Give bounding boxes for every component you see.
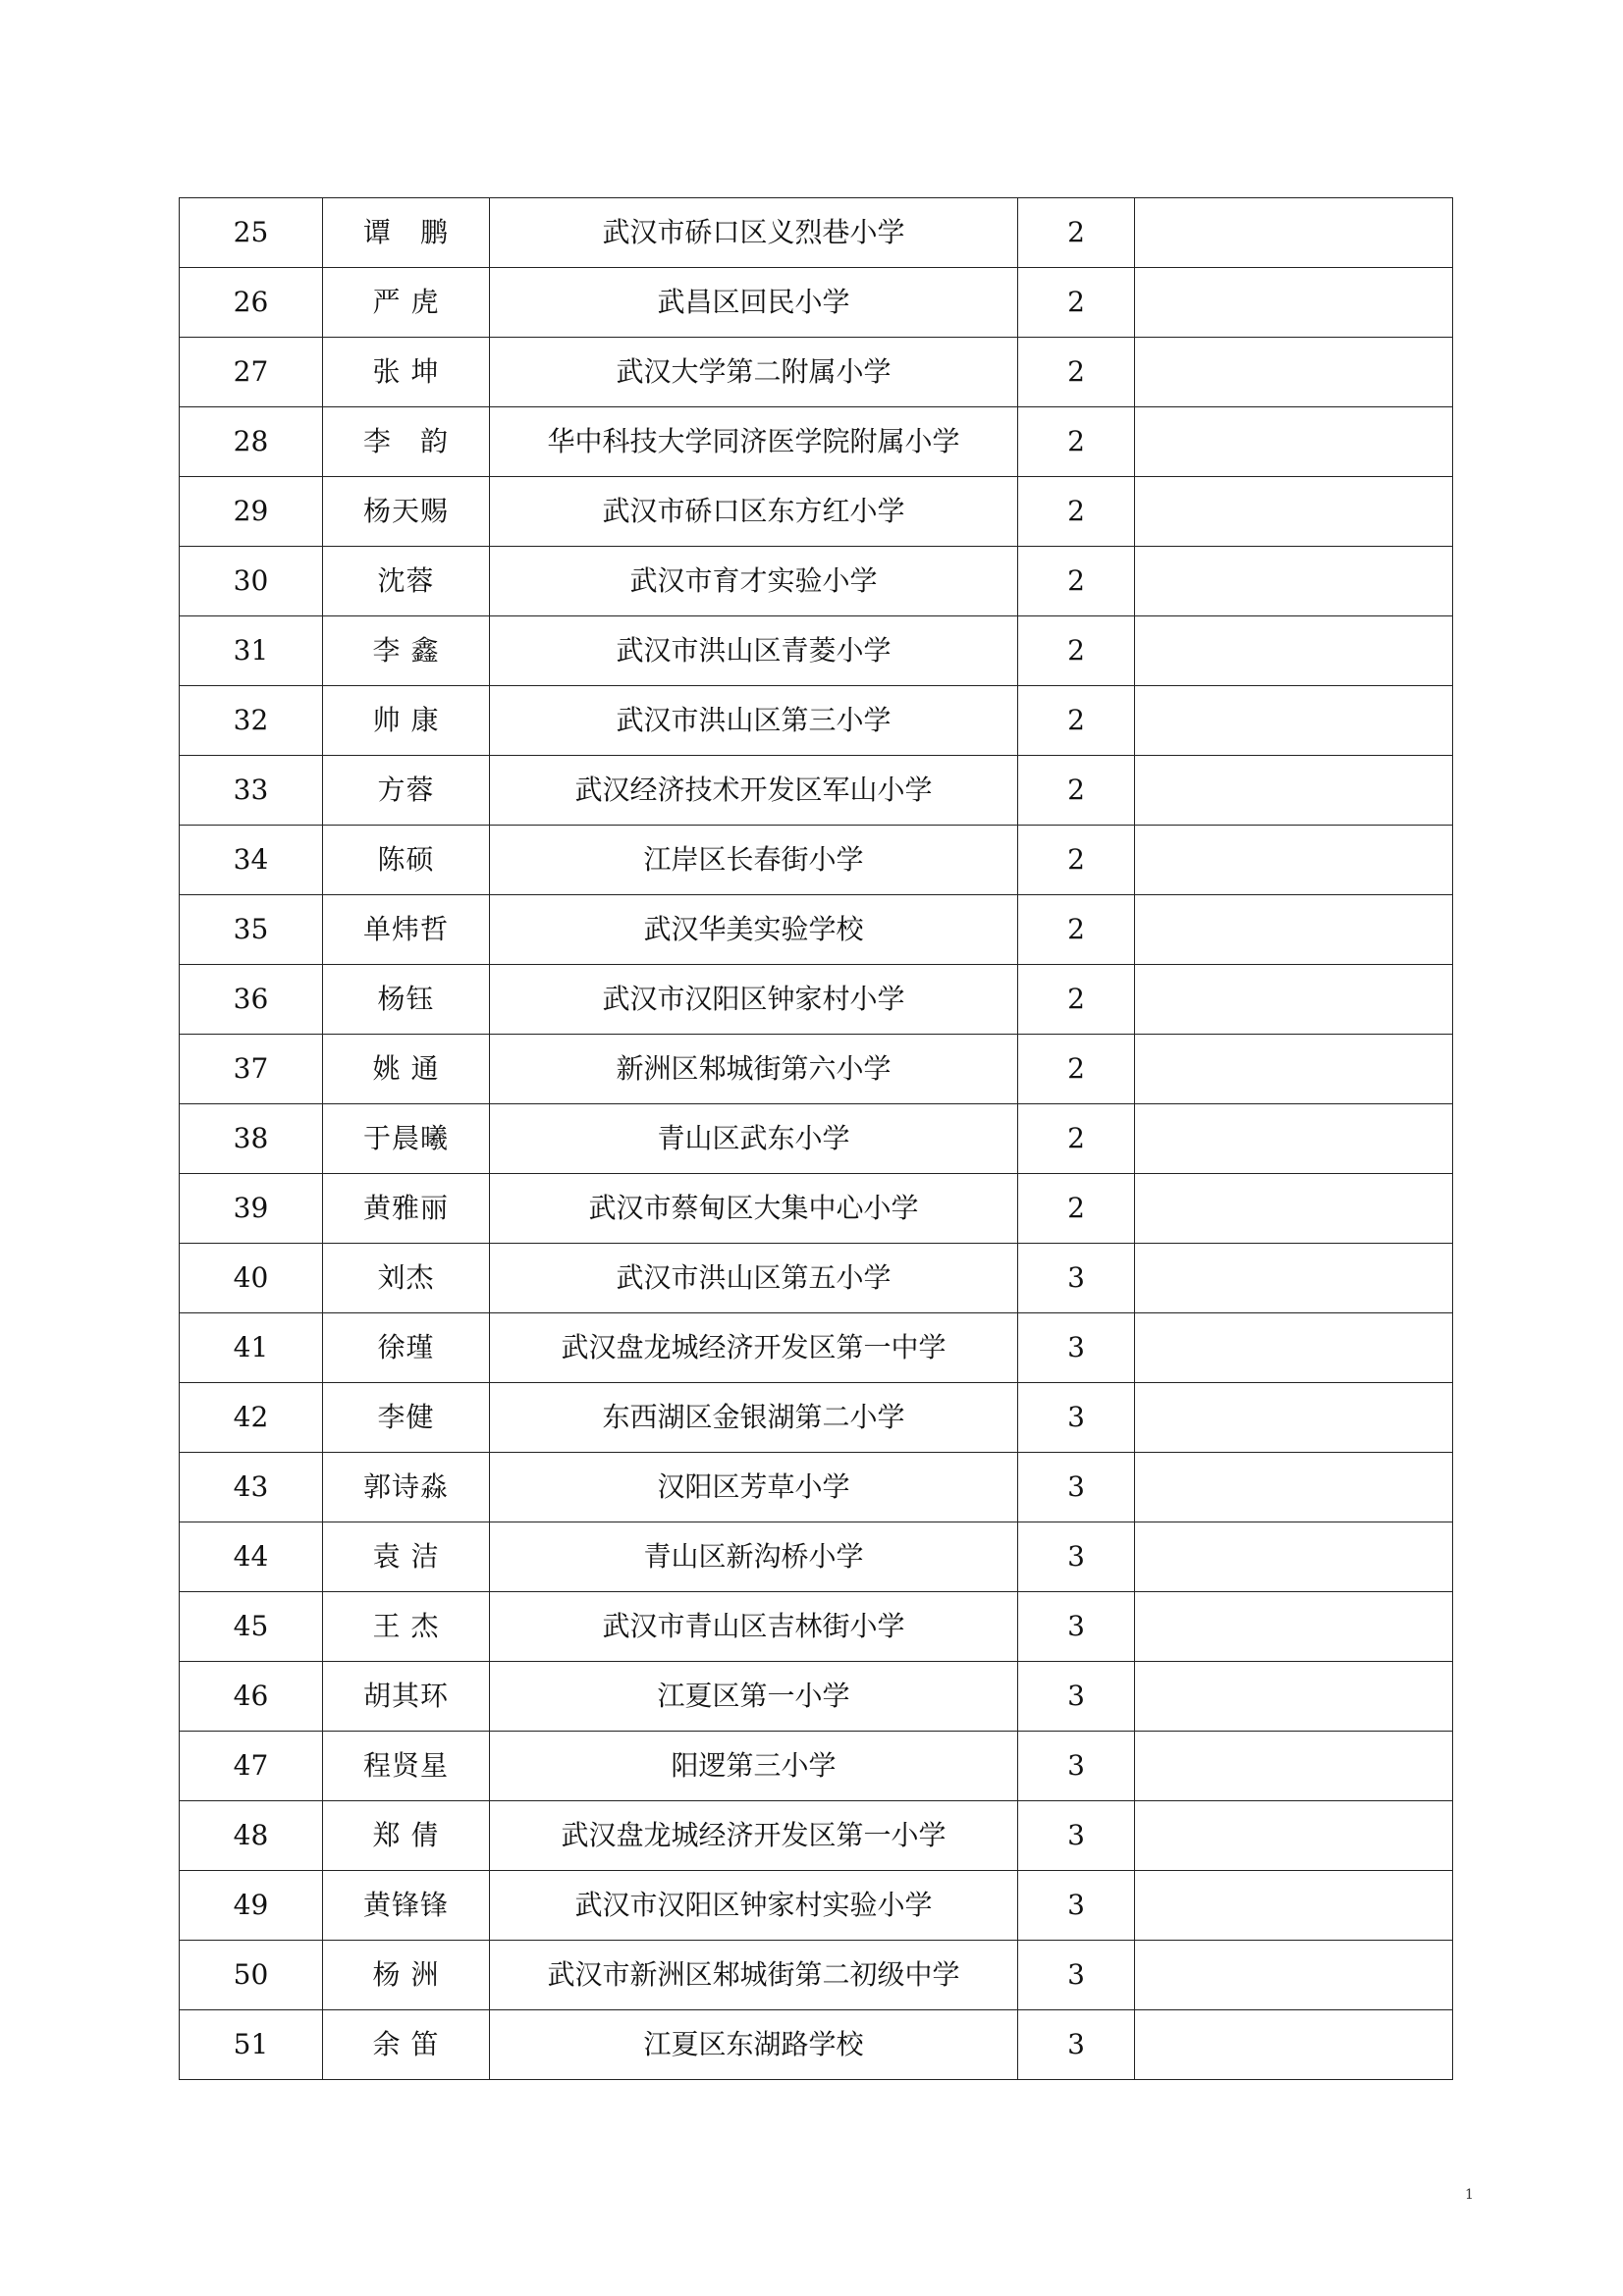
row-number: 38 <box>180 1104 323 1174</box>
person-name: 张 坤 <box>323 338 490 407</box>
row-number: 30 <box>180 547 323 616</box>
row-number: 31 <box>180 616 323 686</box>
school-name: 新洲区邾城街第六小学 <box>490 1035 1018 1104</box>
school-name: 武昌区回民小学 <box>490 268 1018 338</box>
school-name: 武汉市汉阳区钟家村实验小学 <box>490 1871 1018 1941</box>
grade-value: 3 <box>1018 1801 1135 1871</box>
school-name: 武汉市蔡甸区大集中心小学 <box>490 1174 1018 1244</box>
school-name: 武汉市汉阳区钟家村小学 <box>490 965 1018 1035</box>
grade-value: 3 <box>1018 1732 1135 1801</box>
person-name: 李健 <box>323 1383 490 1453</box>
note-cell <box>1135 198 1453 268</box>
table-row <box>180 1035 1453 1104</box>
person-name: 刘杰 <box>323 1244 490 1313</box>
table-row <box>180 1941 1453 2010</box>
note-cell <box>1135 2010 1453 2080</box>
grade-value: 2 <box>1018 826 1135 895</box>
row-number: 37 <box>180 1035 323 1104</box>
table-row <box>180 826 1453 895</box>
person-name: 谭 鹏 <box>323 198 490 268</box>
table-row <box>180 895 1453 965</box>
row-number: 48 <box>180 1801 323 1871</box>
person-name: 单炜哲 <box>323 895 490 965</box>
row-number: 49 <box>180 1871 323 1941</box>
table-row <box>180 477 1453 547</box>
person-name: 程贤星 <box>323 1732 490 1801</box>
note-cell <box>1135 547 1453 616</box>
grade-value: 2 <box>1018 756 1135 826</box>
row-number: 25 <box>180 198 323 268</box>
person-name: 杨天赐 <box>323 477 490 547</box>
table-row <box>180 965 1453 1035</box>
table-row <box>180 756 1453 826</box>
table-row <box>180 407 1453 477</box>
person-name: 郭诗淼 <box>323 1453 490 1522</box>
person-name: 陈硕 <box>323 826 490 895</box>
row-number: 34 <box>180 826 323 895</box>
note-cell <box>1135 1732 1453 1801</box>
row-number: 36 <box>180 965 323 1035</box>
row-number: 47 <box>180 1732 323 1801</box>
school-name: 武汉市洪山区第三小学 <box>490 686 1018 756</box>
table-row <box>180 1313 1453 1383</box>
grade-value: 2 <box>1018 198 1135 268</box>
person-name: 胡其环 <box>323 1662 490 1732</box>
note-cell <box>1135 477 1453 547</box>
table-row <box>180 547 1453 616</box>
note-cell <box>1135 1244 1453 1313</box>
note-cell <box>1135 1801 1453 1871</box>
school-name: 武汉盘龙城经济开发区第一小学 <box>490 1801 1018 1871</box>
table-row <box>180 1104 1453 1174</box>
grade-value: 2 <box>1018 1035 1135 1104</box>
row-number: 39 <box>180 1174 323 1244</box>
roster-table-body <box>180 198 1453 2080</box>
row-number: 32 <box>180 686 323 756</box>
person-name: 沈蓉 <box>323 547 490 616</box>
table-row <box>180 1174 1453 1244</box>
school-name: 阳逻第三小学 <box>490 1732 1018 1801</box>
table-row <box>180 1871 1453 1941</box>
school-name: 武汉市新洲区邾城街第二初级中学 <box>490 1941 1018 2010</box>
school-name: 汉阳区芳草小学 <box>490 1453 1018 1522</box>
row-number: 27 <box>180 338 323 407</box>
table-row <box>180 198 1453 268</box>
school-name: 武汉市硚口区东方红小学 <box>490 477 1018 547</box>
person-name: 袁 洁 <box>323 1522 490 1592</box>
note-cell <box>1135 1662 1453 1732</box>
grade-value: 2 <box>1018 547 1135 616</box>
row-number: 28 <box>180 407 323 477</box>
note-cell <box>1135 686 1453 756</box>
grade-value: 2 <box>1018 686 1135 756</box>
table-row <box>180 1453 1453 1522</box>
grade-value: 3 <box>1018 1453 1135 1522</box>
note-cell <box>1135 1453 1453 1522</box>
note-cell <box>1135 1941 1453 2010</box>
note-cell <box>1135 1871 1453 1941</box>
school-name: 武汉市洪山区第五小学 <box>490 1244 1018 1313</box>
school-name: 武汉市青山区吉林街小学 <box>490 1592 1018 1662</box>
person-name: 黄雅丽 <box>323 1174 490 1244</box>
note-cell <box>1135 338 1453 407</box>
row-number: 50 <box>180 1941 323 2010</box>
person-name: 余 笛 <box>323 2010 490 2080</box>
row-number: 46 <box>180 1662 323 1732</box>
note-cell <box>1135 1104 1453 1174</box>
grade-value: 3 <box>1018 1871 1135 1941</box>
row-number: 29 <box>180 477 323 547</box>
table-row <box>180 1383 1453 1453</box>
page-number: 1 <box>1465 2187 1474 2203</box>
person-name: 李 鑫 <box>323 616 490 686</box>
note-cell <box>1135 616 1453 686</box>
table-row <box>180 268 1453 338</box>
table-row <box>180 1244 1453 1313</box>
school-name: 江夏区东湖路学校 <box>490 2010 1018 2080</box>
grade-value: 3 <box>1018 1383 1135 1453</box>
row-number: 51 <box>180 2010 323 2080</box>
grade-value: 2 <box>1018 616 1135 686</box>
row-number: 41 <box>180 1313 323 1383</box>
table-row <box>180 338 1453 407</box>
school-name: 华中科技大学同济医学院附属小学 <box>490 407 1018 477</box>
grade-value: 2 <box>1018 895 1135 965</box>
roster-table <box>179 197 1453 2080</box>
person-name: 杨 洲 <box>323 1941 490 2010</box>
row-number: 42 <box>180 1383 323 1453</box>
person-name: 王 杰 <box>323 1592 490 1662</box>
note-cell <box>1135 826 1453 895</box>
table-row <box>180 1522 1453 1592</box>
note-cell <box>1135 268 1453 338</box>
grade-value: 3 <box>1018 1244 1135 1313</box>
grade-value: 2 <box>1018 477 1135 547</box>
grade-value: 3 <box>1018 1592 1135 1662</box>
grade-value: 3 <box>1018 2010 1135 2080</box>
table-row <box>180 686 1453 756</box>
grade-value: 2 <box>1018 965 1135 1035</box>
note-cell <box>1135 965 1453 1035</box>
school-name: 江夏区第一小学 <box>490 1662 1018 1732</box>
person-name: 于晨曦 <box>323 1104 490 1174</box>
grade-value: 2 <box>1018 268 1135 338</box>
note-cell <box>1135 1522 1453 1592</box>
school-name: 东西湖区金银湖第二小学 <box>490 1383 1018 1453</box>
person-name: 严 虎 <box>323 268 490 338</box>
note-cell <box>1135 1592 1453 1662</box>
grade-value: 3 <box>1018 1313 1135 1383</box>
school-name: 武汉经济技术开发区军山小学 <box>490 756 1018 826</box>
person-name: 郑 倩 <box>323 1801 490 1871</box>
note-cell <box>1135 1313 1453 1383</box>
row-number: 35 <box>180 895 323 965</box>
note-cell <box>1135 895 1453 965</box>
person-name: 黄锋锋 <box>323 1871 490 1941</box>
grade-value: 3 <box>1018 1522 1135 1592</box>
table-row <box>180 1732 1453 1801</box>
school-name: 青山区武东小学 <box>490 1104 1018 1174</box>
school-name: 武汉盘龙城经济开发区第一中学 <box>490 1313 1018 1383</box>
person-name: 杨钰 <box>323 965 490 1035</box>
note-cell <box>1135 756 1453 826</box>
note-cell <box>1135 1174 1453 1244</box>
row-number: 45 <box>180 1592 323 1662</box>
grade-value: 2 <box>1018 1174 1135 1244</box>
grade-value: 3 <box>1018 1941 1135 2010</box>
row-number: 43 <box>180 1453 323 1522</box>
grade-value: 3 <box>1018 1662 1135 1732</box>
person-name: 帅 康 <box>323 686 490 756</box>
table-row <box>180 616 1453 686</box>
table-row <box>180 2010 1453 2080</box>
school-name: 武汉大学第二附属小学 <box>490 338 1018 407</box>
note-cell <box>1135 1383 1453 1453</box>
school-name: 青山区新沟桥小学 <box>490 1522 1018 1592</box>
person-name: 李 韵 <box>323 407 490 477</box>
note-cell <box>1135 1035 1453 1104</box>
grade-value: 2 <box>1018 338 1135 407</box>
grade-value: 2 <box>1018 1104 1135 1174</box>
person-name: 方蓉 <box>323 756 490 826</box>
table-row <box>180 1592 1453 1662</box>
row-number: 44 <box>180 1522 323 1592</box>
row-number: 33 <box>180 756 323 826</box>
school-name: 武汉市育才实验小学 <box>490 547 1018 616</box>
table-row <box>180 1801 1453 1871</box>
table-row <box>180 1662 1453 1732</box>
school-name: 武汉市洪山区青菱小学 <box>490 616 1018 686</box>
school-name: 武汉华美实验学校 <box>490 895 1018 965</box>
school-name: 江岸区长春街小学 <box>490 826 1018 895</box>
school-name: 武汉市硚口区义烈巷小学 <box>490 198 1018 268</box>
grade-value: 2 <box>1018 407 1135 477</box>
row-number: 40 <box>180 1244 323 1313</box>
person-name: 姚 通 <box>323 1035 490 1104</box>
note-cell <box>1135 407 1453 477</box>
person-name: 徐瑾 <box>323 1313 490 1383</box>
row-number: 26 <box>180 268 323 338</box>
